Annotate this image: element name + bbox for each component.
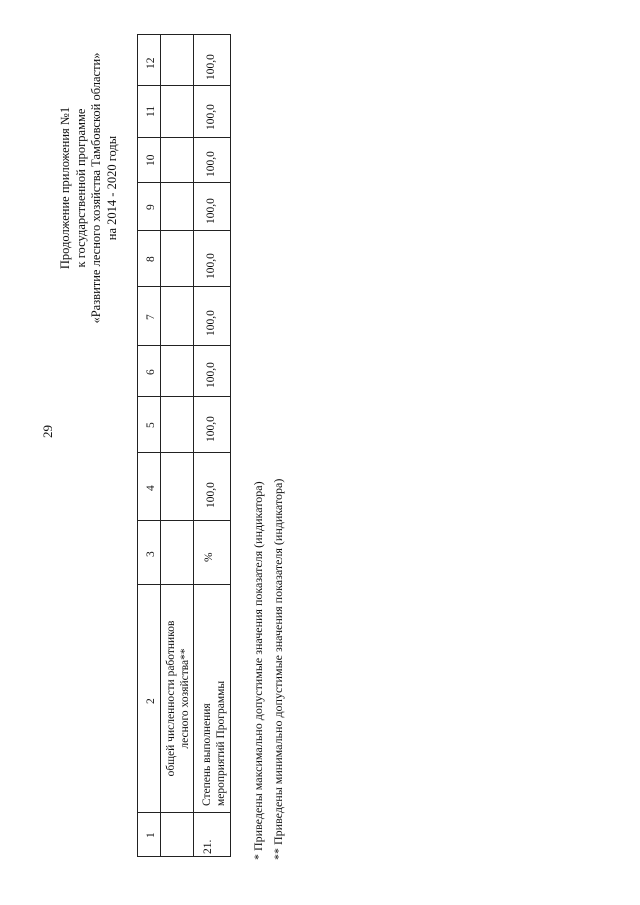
header-line-4: на 2014 - 2020 годы — [104, 135, 119, 241]
row-21-value-col10: 100,0 — [205, 151, 217, 177]
col-num-7: 7 — [145, 314, 157, 320]
continued-row-name — [164, 591, 192, 806]
row-21-value-col12: 100,0 — [205, 54, 217, 80]
col-num-5: 5 — [145, 422, 157, 428]
header-line-1: Продолжение приложения №1 — [58, 106, 72, 270]
col-num-1: 1 — [145, 832, 157, 838]
page-number: 29 — [40, 425, 55, 438]
row-21-name-line-1: Степень выполнения — [201, 703, 213, 806]
row-21-value-col7: 100,0 — [205, 310, 217, 336]
row-21-value-col11: 100,0 — [205, 104, 217, 130]
footnote-2: ** Приведены минимально допустимые значения показателя (индикатора) — [271, 478, 285, 860]
row-21-value-col8: 100,0 — [205, 253, 217, 279]
row-21-value-col4: 100,0 — [205, 482, 217, 508]
col-num-2: 2 — [145, 698, 157, 704]
row-21-unit: % — [203, 552, 215, 562]
header-line-2: к государственной программе — [73, 108, 88, 268]
col-num-8: 8 — [145, 256, 157, 262]
col-num-12: 12 — [145, 57, 157, 69]
row-21-value-col9: 100,0 — [205, 198, 217, 224]
col-num-6: 6 — [145, 369, 157, 375]
header-line-3: «Развитие лесного хозяйства Тамбовской области» — [89, 52, 103, 324]
col-num-4: 4 — [145, 485, 157, 491]
col-num-9: 9 — [145, 204, 157, 210]
row-21-name — [200, 681, 228, 806]
row-21-number: 21. — [202, 839, 214, 854]
footnote-1: * Приведены максимально допустимые значения показателя (индикатора) — [251, 481, 265, 860]
row-21-value-col6: 100,0 — [205, 362, 217, 388]
col-num-11: 11 — [145, 105, 157, 117]
row-21-name-line-2: мероприятий Программы — [215, 680, 227, 806]
continued-row-name-line-2: лесного хозяйства** — [179, 648, 191, 749]
footnotes — [248, 479, 288, 860]
row-21-value-col5: 100,0 — [205, 416, 217, 442]
continued-row-name-line-1: общей численности работников — [165, 620, 177, 777]
col-num-3: 3 — [145, 551, 157, 557]
col-num-10: 10 — [145, 154, 157, 166]
